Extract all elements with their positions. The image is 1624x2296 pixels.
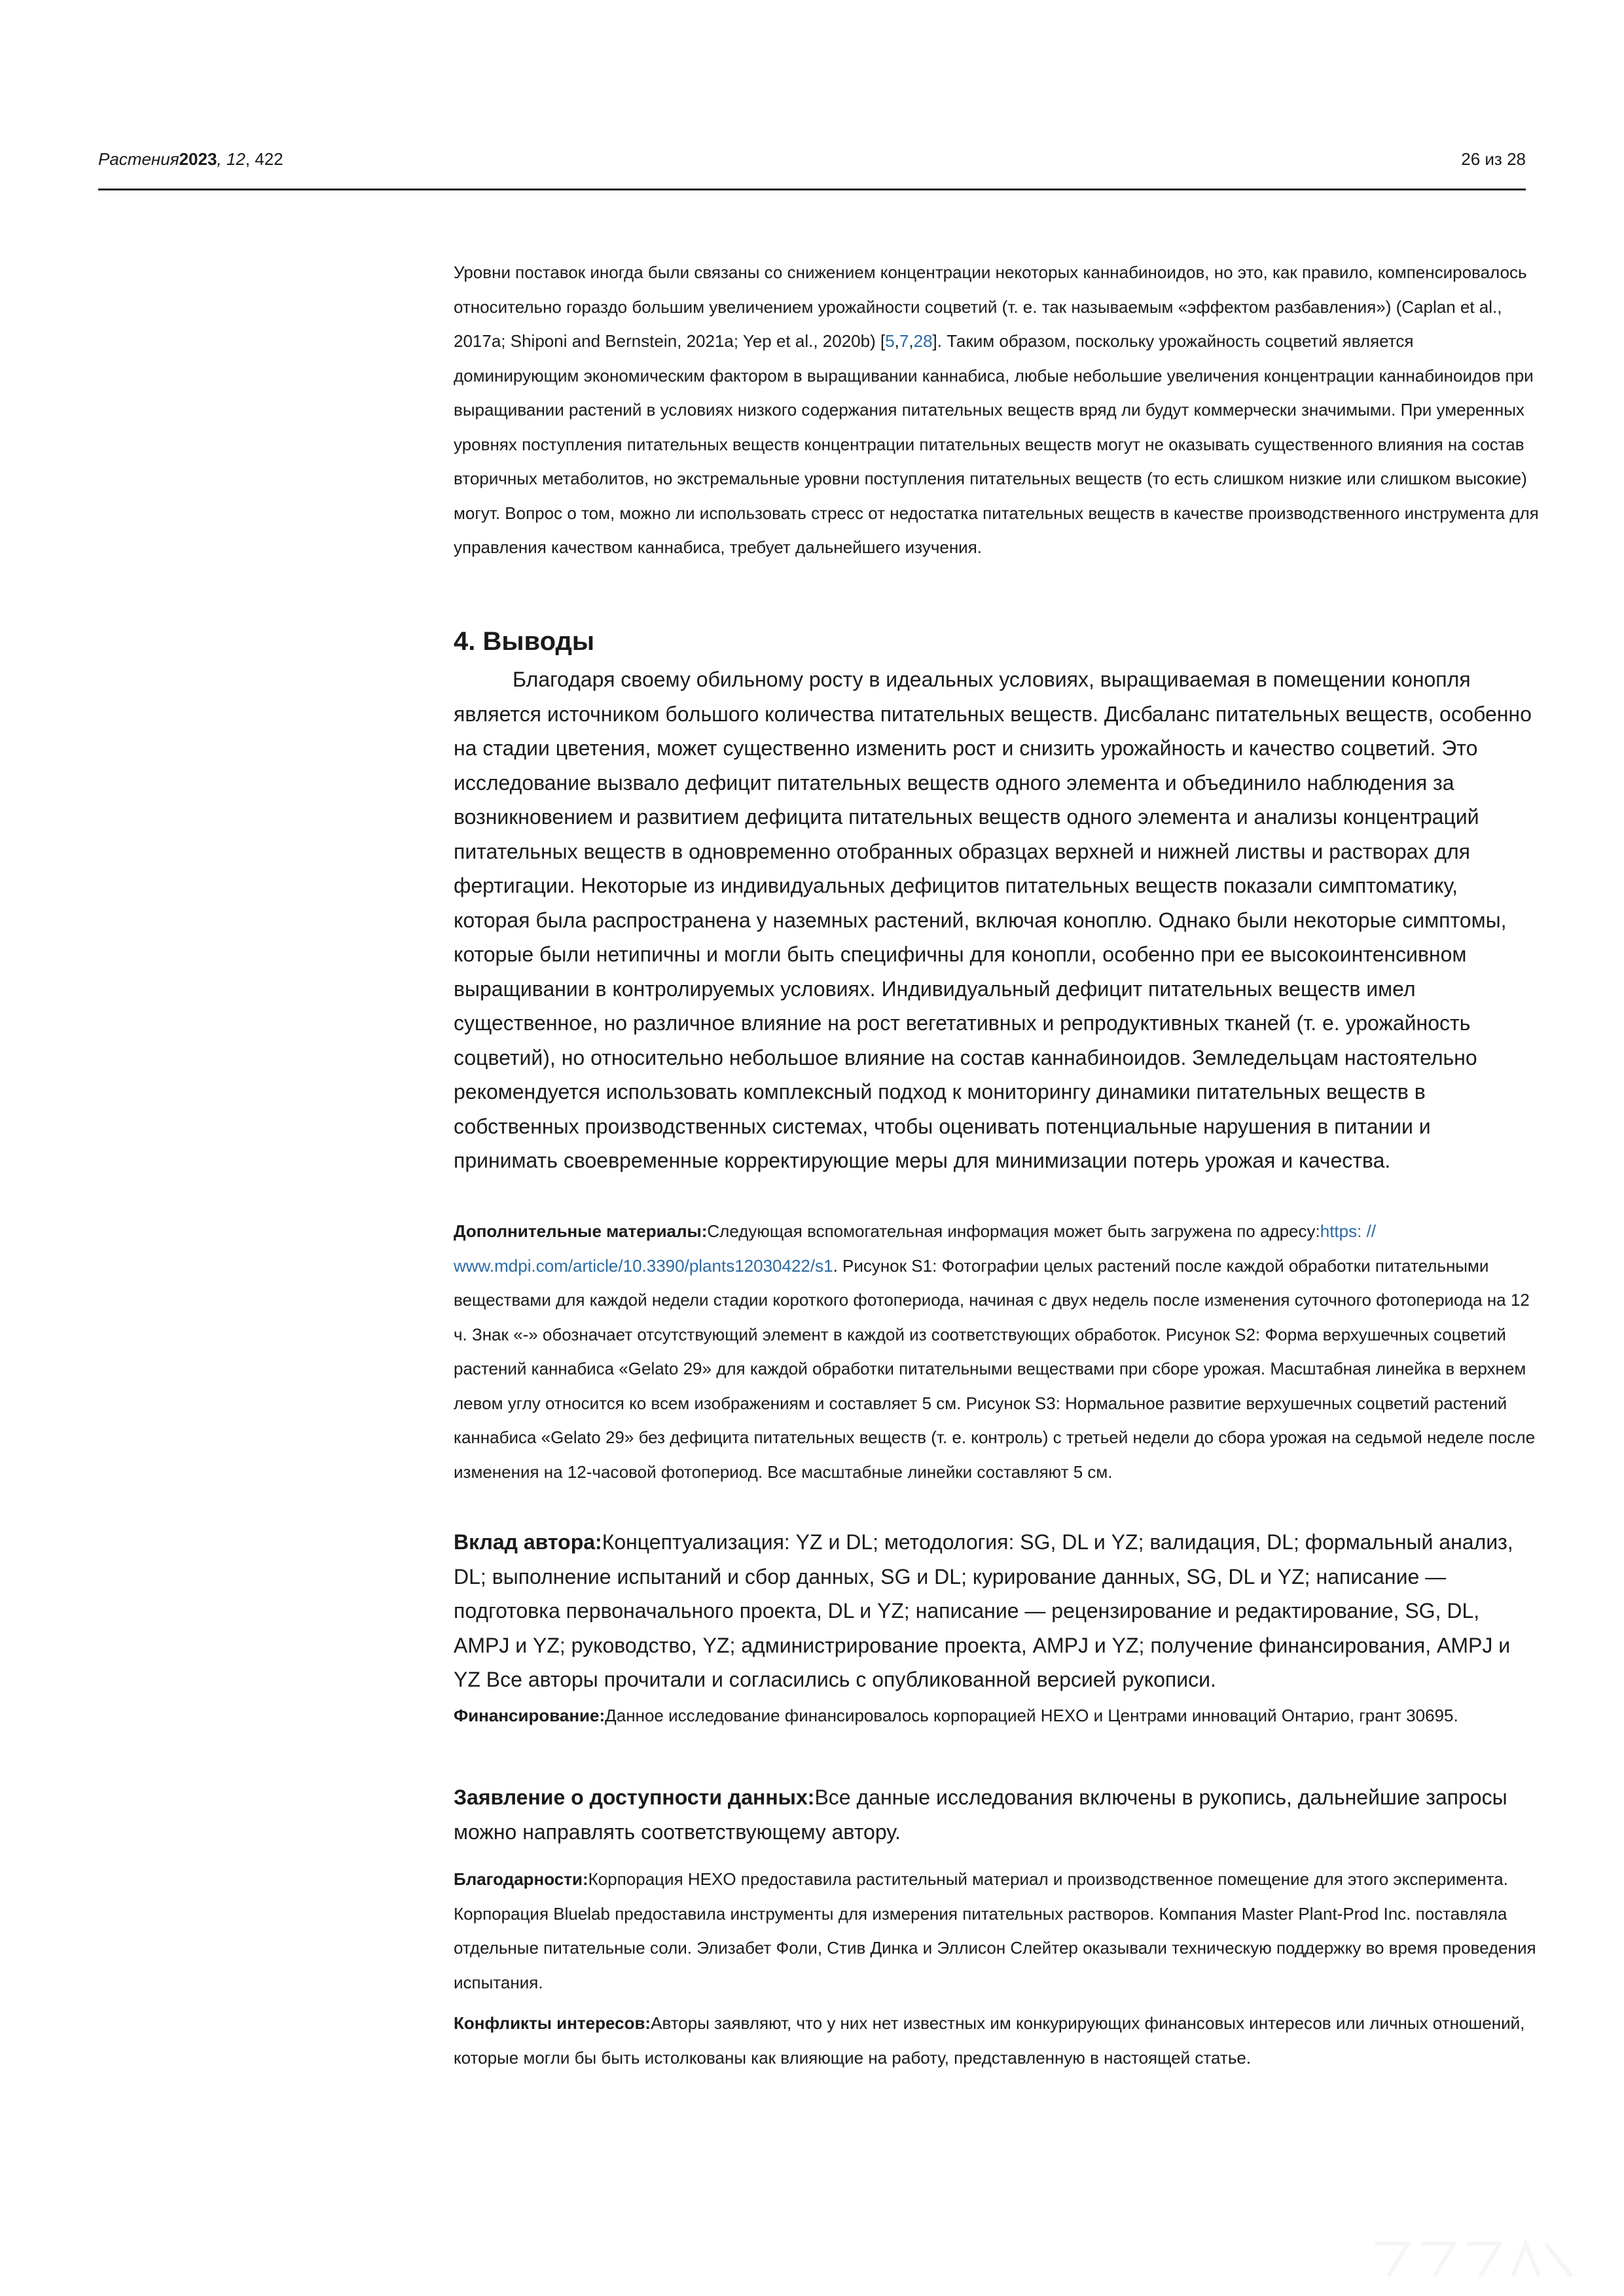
supplementary-link[interactable]: https: // www.mdpi.com/article/10.3390/plants12030422/s1 — [454, 1221, 1377, 1276]
journal-name: Растения — [98, 149, 179, 169]
supplementary-label: Дополнительные материалы: — [454, 1221, 708, 1241]
page-header — [98, 143, 1526, 190]
ref-link-5[interactable]: 5 — [885, 331, 895, 351]
intro-paragraph: Уровни поставок иногда были связаны со снижением концентрации некоторых каннабиноидов, но это, как правило, компенсировалось относительно гораздо большим увеличением урожайности соцветий (т. е. так называемым «эффектом разбавления») (Caplan et al., 2017a; Shiponi and Bernstein, 2021a; Yep et al., 2020b) [5,7,28]. Таким образом, поскольку урожайность соцветий является доминирующим экономическим фактором в выращивании каннабиса, любые небольшие увеличения концентрации каннабиноидов при выращивании растений в условиях низкого содержания питательных веществ вряд ли будут коммерчески значимыми. При умеренных уровнях поступления питательных веществ концентрации питательных веществ могут не оказывать существенного влияния на состав вторичных метаболитов, но экстремальные уровни поступления питательных веществ (то есть слишком низкие или слишком высокие) могут. Вопрос о том, можно ли использовать стресс от недостатка питательных веществ в качестве производственного инструмента для управления качеством каннабиса, требует дальнейшего изучения. — [454, 262, 1539, 557]
conflicts-paragraph: Конфликты интересов:Авторы заявляют, что у них нет известных им конкурирующих финансовых интересов или личных отношений, которые могли бы быть истолкованы как влияющие на работу, представленную в настоящей статье. — [454, 2013, 1525, 2068]
acknowledgments-label: Благодарности: — [454, 1869, 588, 1889]
funding-section — [454, 1698, 1539, 1733]
data-availability-section — [454, 1780, 1539, 1849]
conclusions-paragraph: Благодаря своему обильному росту в идеальных условиях, выращиваемая в помещении конопля является источником большого количества питательных веществ. Дисбаланс питательных веществ, особенно на стадии цветения, может существенно изменить рост и снизить урожайность и качество соцветий. Это исследование вызвало дефицит питательных веществ одного элемента и объединило наблюдения за возникновением и развитием дефицита питательных веществ одного элемента и анализы концентраций питательных веществ в одновременно отобранных образцах верхней и нижней листвы и растворах для фертигации. Некоторые из индивидуальных дефицитов питательных веществ показали симптоматику, которая была распространена у наземных растений, включая коноплю. Однако были некоторые симптомы, которые были нетипичны и могли быть специфичны для конопли, особенно при ее высокоинтенсивном выращивании в контролируемых условиях. Индивидуальный дефицит питательных веществ имел существенное, но различное влияние на рост вегетативных и репродуктивных тканей (т. е. урожайность соцветий), но относительно небольшое влияние на состав каннабиноидов. Земледельцам настоятельно рекомендуется использовать комплексный подход к мониторингу динамики питательных веществ в собственных производственных системах, чтобы оценивать потенциальные нарушения в питании и принимать своевременные корректирующие меры для минимизации потерь урожая и качества. — [454, 668, 1532, 1172]
conclusions-section — [454, 622, 1539, 1178]
intro-block — [454, 255, 1539, 565]
funding-paragraph: Финансирование:Данное исследование финансировалось корпорацией HEXO и Центрами инноваций Онтарио, грант 30695. — [454, 1706, 1458, 1725]
journal-citation: Растения2023, 12, 422 — [98, 149, 283, 169]
journal-year: 2023 — [179, 149, 217, 169]
author-contributions-paragraph: Вклад автора:Концептуализация: YZ и DL; методология: SG, DL и YZ; валидация, DL; формальный анализ, DL; выполнение испытаний и сбор данных, SG и DL; курирование данных, SG, DL и YZ; написание — подготовка первоначального проекта, DL и YZ; написание — рецензирование и редактирование, SG, DL, AMPJ и YZ; руководство, YZ; администрирование проекта, AMPJ и YZ; получение финансирования, AMPJ и YZ Все авторы прочитали и согласились с опубликованной версией рукописи. — [454, 1530, 1513, 1691]
supplementary-paragraph: Дополнительные материалы:Следующая вспомогательная информация может быть загружена по адресу:https: // www.mdpi.com/article/10.3390/plants12030422/s1. Рисунок S1: Фотографии целых растений после каждой обработки питательными веществами для каждой недели стадии короткого фотопериода, начиная с двух недель после изменения суточного фотопериода на 12 ч. Знак «-» обозначает отсутствующий элемент в каждой из соответствующих обработок. Рисунок S2: Форма верхушечных соцветий растений каннабиса «Gelato 29» для каждой обработки питательными веществами при сборе урожая. Масштабная линейка в верхнем левом углу относится ко всем изображениям и составляет 5 см. Рисунок S3: Нормальное развитие верхушечных соцветий растений каннабиса «Gelato 29» без дефицита питательных веществ (т. е. контроль) с третьей недели до сбора урожая на седьмой неделе после изменения на 12-часовой фотопериод. Все масштабные линейки составляют 5 см. — [454, 1221, 1536, 1482]
supplementary-section — [454, 1214, 1539, 1489]
journal-volume: 12 — [226, 149, 245, 169]
ref-link-7[interactable]: 7 — [899, 331, 909, 351]
ref-link-28[interactable]: 28 — [913, 331, 933, 351]
watermark-icon — [1369, 2237, 1578, 2283]
data-availability-paragraph: Заявление о доступности данных:Все данные исследования включены в рукопись, дальнейшие запросы можно направлять соответствующему автору. — [454, 1785, 1507, 1844]
acknowledgments-section — [454, 1862, 1539, 2000]
acknowledgments-paragraph: Благодарности:Корпорация HEXO предоставила растительный материал и производственное помещение для этого эксперимента. Корпорация Bluelab предоставила инструменты для измерения питательных растворов. Компания Master Plant-Prod Inc. поставляла отдельные питательные соли. Элизабет Фоли, Стив Динка и Эллисон Слейтер оказывали техническую поддержку во время проведения испытания. — [454, 1869, 1536, 1992]
conflicts-section — [454, 2006, 1539, 2075]
conflicts-label: Конфликты интересов: — [454, 2013, 651, 2033]
author-contributions-label: Вклад автора: — [454, 1530, 602, 1554]
author-contributions-section — [454, 1525, 1539, 1697]
section-heading: 4. Выводы — [454, 627, 595, 656]
journal-pages: , 422 — [245, 149, 283, 169]
page-counter: 26 из 28 — [1461, 149, 1526, 169]
funding-label: Финансирование: — [454, 1706, 605, 1725]
data-availability-label: Заявление о доступности данных: — [454, 1785, 815, 1809]
